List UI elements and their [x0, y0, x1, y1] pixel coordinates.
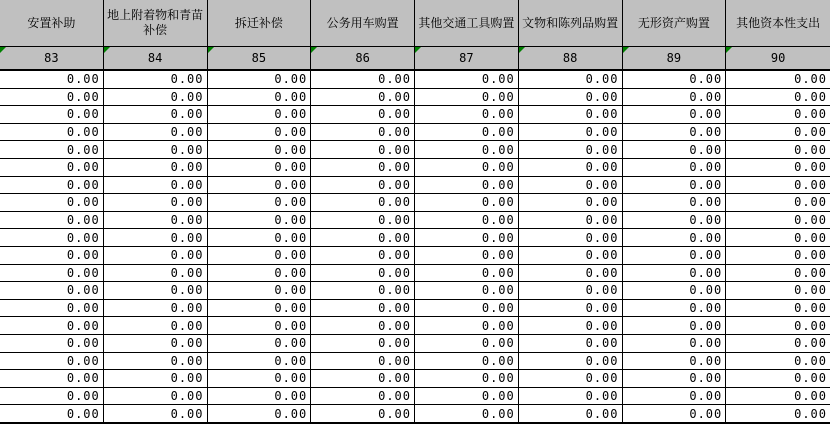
- table-cell[interactable]: 0.00: [415, 370, 519, 387]
- table-cell[interactable]: 0.00: [0, 229, 104, 246]
- table-cell[interactable]: 0.00: [104, 177, 208, 194]
- table-cell[interactable]: 0.00: [415, 405, 519, 422]
- table-cell[interactable]: 0.00: [208, 370, 312, 387]
- table-cell[interactable]: 0.00: [415, 177, 519, 194]
- table-cell[interactable]: 0.00: [104, 124, 208, 141]
- table-cell[interactable]: 0.00: [208, 177, 312, 194]
- table-row: [0, 282, 830, 300]
- table-cell[interactable]: 0.00: [415, 353, 519, 370]
- table-row: [0, 89, 830, 107]
- table-cell[interactable]: 0.00: [794, 318, 827, 333]
- error-indicator-icon: [311, 47, 317, 53]
- table-cell[interactable]: 0.00: [415, 388, 519, 405]
- table-cell[interactable]: 0.00: [623, 89, 727, 106]
- table-cell[interactable]: 0.00: [104, 388, 208, 405]
- table-cell[interactable]: 0.00: [623, 335, 727, 352]
- table-cell[interactable]: 0.00: [519, 317, 623, 334]
- table-cell[interactable]: 0.00: [311, 405, 415, 422]
- table-cell[interactable]: 0.00: [623, 388, 727, 405]
- table-cell[interactable]: 0.00: [794, 125, 827, 140]
- field-code-cell[interactable]: [623, 47, 727, 69]
- table-cell[interactable]: 0.00: [0, 141, 104, 158]
- table-row: [0, 370, 830, 388]
- table-cell[interactable]: 0.00: [311, 300, 415, 317]
- table-cell[interactable]: 0.00: [104, 71, 208, 88]
- table-cell[interactable]: 0.00: [208, 124, 312, 141]
- header-row: [0, 0, 830, 47]
- table-cell[interactable]: 0.00: [104, 282, 208, 299]
- error-indicator-icon: [104, 47, 110, 53]
- table-cell[interactable]: 0.00: [311, 71, 415, 88]
- error-indicator-icon: [0, 47, 6, 53]
- table-cell[interactable]: 0.00: [311, 247, 415, 264]
- table-cell[interactable]: 0.00: [623, 106, 727, 123]
- table-cell[interactable]: 0.00: [0, 388, 104, 405]
- table-cell[interactable]: 0.00: [0, 212, 104, 229]
- column-header[interactable]: 地上附着物和青苗补偿: [104, 0, 208, 46]
- table-cell[interactable]: 0.00: [794, 230, 827, 245]
- table-cell[interactable]: 0.00: [794, 89, 827, 104]
- table-cell[interactable]: 0.00: [623, 265, 727, 282]
- table-row: [0, 106, 830, 124]
- table-cell[interactable]: 0.00: [208, 353, 312, 370]
- table-cell[interactable]: 0.00: [794, 195, 827, 210]
- table-cell[interactable]: 0.00: [311, 370, 415, 387]
- table-cell[interactable]: 0.00: [104, 353, 208, 370]
- column-header[interactable]: 拆迁补偿: [208, 0, 312, 46]
- table-cell[interactable]: 0.00: [0, 124, 104, 141]
- table-cell[interactable]: 0.00: [519, 89, 623, 106]
- table-cell[interactable]: 0.00: [415, 317, 519, 334]
- table-cell[interactable]: 0.00: [208, 71, 312, 88]
- field-code: 85: [251, 51, 267, 65]
- table-cell[interactable]: 0.00: [0, 265, 104, 282]
- table-cell[interactable]: 0.00: [311, 159, 415, 176]
- table-cell[interactable]: 0.00: [415, 229, 519, 246]
- table-cell[interactable]: 0.00: [311, 388, 415, 405]
- table-cell[interactable]: 0.00: [311, 282, 415, 299]
- table-cell[interactable]: 0.00: [104, 335, 208, 352]
- table-cell[interactable]: 0.00: [794, 107, 827, 122]
- table-cell[interactable]: 0.00: [519, 247, 623, 264]
- table-cell[interactable]: 0.00: [415, 194, 519, 211]
- table-row: [0, 212, 830, 230]
- table-cell[interactable]: 0.00: [104, 229, 208, 246]
- table-cell[interactable]: 0.00: [519, 405, 623, 422]
- field-code-cell[interactable]: [519, 47, 623, 69]
- table-cell[interactable]: 0.00: [208, 194, 312, 211]
- table-cell[interactable]: 0.00: [623, 71, 727, 88]
- table-cell[interactable]: 0.00: [311, 141, 415, 158]
- table-cell[interactable]: 0.00: [208, 106, 312, 123]
- table-row: [0, 194, 830, 212]
- table-cell[interactable]: 0.00: [208, 141, 312, 158]
- table-cell[interactable]: 0.00: [623, 247, 727, 264]
- table-cell[interactable]: 0.00: [415, 141, 519, 158]
- table-cell[interactable]: 0.00: [623, 124, 727, 141]
- table-cell[interactable]: 0.00: [623, 229, 727, 246]
- column-header[interactable]: 无形资产购置: [623, 0, 727, 46]
- column-header[interactable]: 公务用车购置: [311, 0, 415, 46]
- table-cell[interactable]: 0.00: [794, 248, 827, 263]
- table-cell[interactable]: 0.00: [794, 160, 827, 175]
- table-cell[interactable]: 0.00: [415, 265, 519, 282]
- table-cell[interactable]: 0.00: [311, 177, 415, 194]
- column-header[interactable]: 文物和陈列品购置: [519, 0, 623, 46]
- table-cell[interactable]: 0.00: [794, 72, 827, 87]
- table-cell[interactable]: 0.00: [519, 265, 623, 282]
- table-cell[interactable]: 0.00: [104, 212, 208, 229]
- table-cell[interactable]: 0.00: [623, 300, 727, 317]
- table-cell[interactable]: 0.00: [519, 229, 623, 246]
- table-cell[interactable]: 0.00: [415, 71, 519, 88]
- table-row: [0, 335, 830, 353]
- table-cell[interactable]: 0.00: [104, 370, 208, 387]
- table-cell[interactable]: 0.00: [104, 159, 208, 176]
- table-cell[interactable]: 0.00: [311, 335, 415, 352]
- table-row: [0, 177, 830, 195]
- table-cell[interactable]: 0.00: [311, 212, 415, 229]
- table-cell[interactable]: 0.00: [208, 247, 312, 264]
- field-code-cell[interactable]: [104, 47, 208, 69]
- table-cell[interactable]: 0.00: [519, 370, 623, 387]
- column-header[interactable]: 安置补助: [0, 0, 104, 46]
- table-cell[interactable]: 0.00: [519, 388, 623, 405]
- table-cell[interactable]: 0.00: [519, 177, 623, 194]
- table-cell[interactable]: 0.00: [0, 194, 104, 211]
- table-cell[interactable]: 0.00: [0, 159, 104, 176]
- data-grid: [0, 71, 830, 424]
- field-code-cell[interactable]: [208, 47, 312, 69]
- field-code-cell[interactable]: [415, 47, 519, 69]
- table-row: [0, 159, 830, 177]
- table-cell[interactable]: 0.00: [623, 405, 727, 422]
- table-row: [0, 265, 830, 283]
- error-indicator-icon: [726, 47, 732, 53]
- table-cell[interactable]: 0.00: [519, 300, 623, 317]
- table-cell[interactable]: 0.00: [415, 335, 519, 352]
- table-cell[interactable]: 0.00: [311, 229, 415, 246]
- error-indicator-icon: [519, 47, 525, 53]
- table-cell[interactable]: 0.00: [519, 335, 623, 352]
- table-cell[interactable]: 0.00: [0, 247, 104, 264]
- table-cell[interactable]: 0.00: [311, 317, 415, 334]
- table-cell[interactable]: 0.00: [104, 247, 208, 264]
- table-cell[interactable]: 0.00: [794, 142, 827, 157]
- field-code-row: [0, 47, 830, 71]
- table-cell[interactable]: 0.00: [415, 282, 519, 299]
- field-code-cell[interactable]: [726, 47, 830, 69]
- table-cell[interactable]: 0.00: [415, 106, 519, 123]
- table-cell[interactable]: 0.00: [208, 89, 312, 106]
- table-row: [0, 353, 830, 371]
- table-cell[interactable]: 0.00: [208, 335, 312, 352]
- table-cell[interactable]: 0.00: [794, 301, 827, 316]
- table-cell[interactable]: 0.00: [104, 300, 208, 317]
- table-cell[interactable]: 0.00: [794, 177, 827, 192]
- table-cell[interactable]: 0.00: [311, 89, 415, 106]
- table-cell[interactable]: 0.00: [0, 335, 104, 352]
- table-cell[interactable]: 0.00: [623, 353, 727, 370]
- table-row: [0, 317, 830, 335]
- table-cell[interactable]: 0.00: [104, 141, 208, 158]
- table-cell[interactable]: 0.00: [0, 317, 104, 334]
- table-cell[interactable]: 0.00: [104, 265, 208, 282]
- table-row: [0, 247, 830, 265]
- table-cell[interactable]: 0.00: [519, 282, 623, 299]
- column-header[interactable]: 其他交通工具购置: [415, 0, 519, 46]
- table-cell[interactable]: 0.00: [208, 265, 312, 282]
- table-cell[interactable]: 0.00: [794, 388, 827, 403]
- field-code: 88: [562, 51, 578, 65]
- field-code: 84: [147, 51, 163, 65]
- table-cell[interactable]: 0.00: [794, 283, 827, 298]
- table-cell[interactable]: 0.00: [519, 353, 623, 370]
- error-indicator-icon: [623, 47, 629, 53]
- table-cell[interactable]: 0.00: [794, 213, 827, 228]
- table-cell[interactable]: 0.00: [311, 265, 415, 282]
- table-cell[interactable]: 0.00: [311, 106, 415, 123]
- table-row: [0, 388, 830, 406]
- table-cell[interactable]: 0.00: [623, 282, 727, 299]
- table-cell[interactable]: 0.00: [794, 371, 827, 386]
- table-cell[interactable]: 0.00: [208, 212, 312, 229]
- table-row: [0, 71, 830, 89]
- table-cell[interactable]: 0.00: [415, 89, 519, 106]
- table-cell[interactable]: 0.00: [208, 159, 312, 176]
- table-cell[interactable]: 0.00: [415, 247, 519, 264]
- table-cell[interactable]: 0.00: [519, 212, 623, 229]
- table-cell[interactable]: 0.00: [208, 388, 312, 405]
- table-cell[interactable]: 0.00: [0, 353, 104, 370]
- table-cell[interactable]: 0.00: [0, 282, 104, 299]
- table-cell[interactable]: 0.00: [0, 89, 104, 106]
- table-cell[interactable]: 0.00: [104, 317, 208, 334]
- table-cell[interactable]: 0.00: [208, 300, 312, 317]
- table-cell[interactable]: 0.00: [208, 317, 312, 334]
- table-cell[interactable]: 0.00: [0, 106, 104, 123]
- table-cell[interactable]: 0.00: [519, 106, 623, 123]
- table-cell[interactable]: 0.00: [623, 141, 727, 158]
- table-cell[interactable]: 0.00: [415, 212, 519, 229]
- table-row: [0, 229, 830, 247]
- table-cell[interactable]: 0.00: [519, 194, 623, 211]
- table-cell[interactable]: 0.00: [0, 370, 104, 387]
- table-cell[interactable]: 0.00: [0, 405, 104, 422]
- table-cell[interactable]: 0.00: [104, 405, 208, 422]
- table-row: [0, 141, 830, 159]
- table-cell[interactable]: 0.00: [415, 300, 519, 317]
- field-code: 87: [459, 51, 474, 65]
- column-header[interactable]: 其他资本性支出: [726, 0, 830, 46]
- table-cell[interactable]: 0.00: [311, 194, 415, 211]
- table-cell[interactable]: 0.00: [104, 194, 208, 211]
- table-cell[interactable]: 0.00: [623, 317, 727, 334]
- table-cell[interactable]: 0.00: [0, 300, 104, 317]
- table-cell[interactable]: 0.00: [623, 159, 727, 176]
- table-cell[interactable]: 0.00: [794, 265, 827, 280]
- field-code-cell[interactable]: [311, 47, 415, 69]
- table-cell[interactable]: 0.00: [794, 406, 827, 421]
- table-cell[interactable]: 0.00: [208, 405, 312, 422]
- table-cell[interactable]: 0.00: [623, 194, 727, 211]
- field-code: 86: [355, 51, 370, 65]
- error-indicator-icon: [415, 47, 421, 53]
- table-cell[interactable]: 0.00: [415, 124, 519, 141]
- table-cell[interactable]: 0.00: [623, 212, 727, 229]
- table-cell[interactable]: 0.00: [519, 124, 623, 141]
- table-cell[interactable]: 0.00: [208, 229, 312, 246]
- table-cell[interactable]: 0.00: [415, 159, 519, 176]
- table-cell[interactable]: 0.00: [104, 106, 208, 123]
- table-cell[interactable]: 0.00: [208, 282, 312, 299]
- table-cell[interactable]: 0.00: [794, 353, 827, 368]
- table-cell[interactable]: 0.00: [311, 353, 415, 370]
- field-code: 83: [44, 51, 59, 65]
- table-cell[interactable]: 0.00: [104, 89, 208, 106]
- table-cell[interactable]: 0.00: [794, 336, 827, 351]
- field-code-cell[interactable]: [0, 47, 104, 69]
- table-cell[interactable]: 0.00: [519, 159, 623, 176]
- table-cell[interactable]: 0.00: [311, 124, 415, 141]
- table-cell[interactable]: 0.00: [519, 71, 623, 88]
- table-cell[interactable]: 0.00: [623, 177, 727, 194]
- table-cell[interactable]: 0.00: [0, 71, 104, 88]
- field-code: 90: [770, 51, 786, 65]
- table-row: [0, 124, 830, 142]
- field-code: 89: [666, 51, 682, 65]
- table-cell[interactable]: 0.00: [519, 141, 623, 158]
- table-cell[interactable]: 0.00: [0, 177, 104, 194]
- table-row: [0, 300, 830, 318]
- table-cell[interactable]: 0.00: [623, 370, 727, 387]
- error-indicator-icon: [208, 47, 214, 53]
- table-row: [0, 405, 830, 422]
